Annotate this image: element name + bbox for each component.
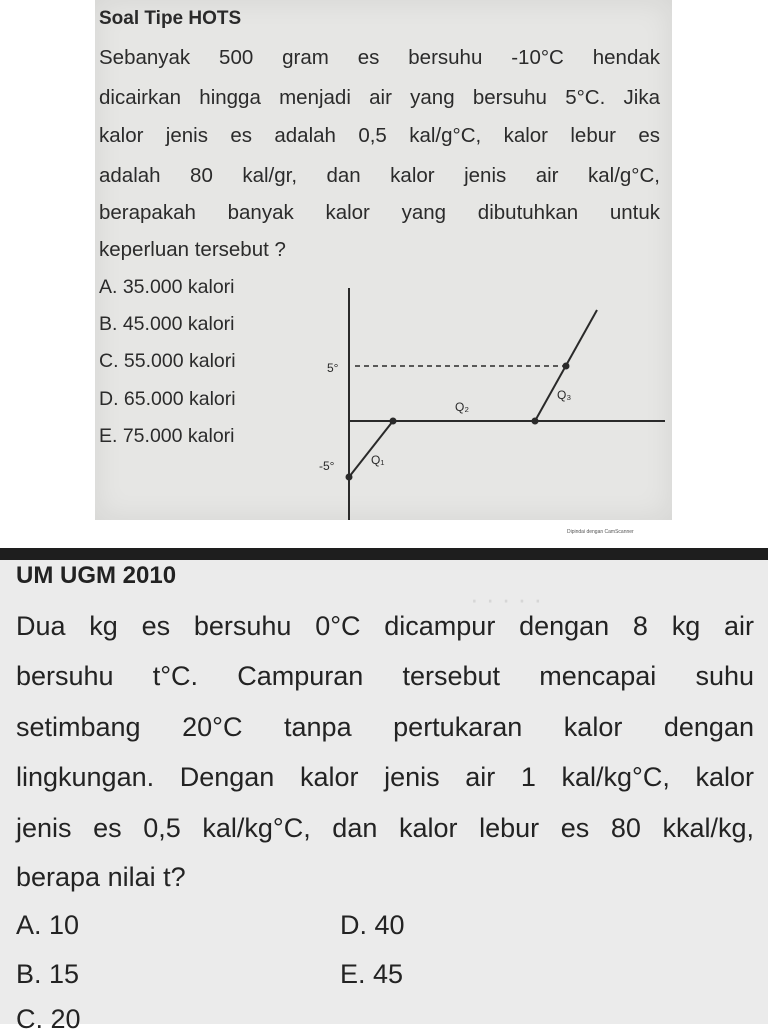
problem2-option-d: D. 40 [340, 910, 405, 940]
problem2-option-b: B. 15 [16, 959, 80, 989]
problem2-line-4: lingkungan. Dengan kalor jenis air 1 kal/kg°C, kalor [16, 762, 754, 792]
graph-label-bottom-temp: -5° [319, 459, 335, 473]
graph-label-top-temp: 5° [327, 361, 339, 375]
graph-point-final [563, 363, 570, 370]
problem1-line-6: keperluan tersebut ? [99, 238, 286, 261]
problem1-option-a: A. 35.000 kalori [99, 276, 235, 298]
problem2-line-2: bersuhu t°C. Campuran tersebut mencapai suhu [16, 661, 754, 691]
problem1-line-1: Sebanyak 500 gram es bersuhu -10°C hendak [99, 46, 660, 69]
problem1-option-e: E. 75.000 kalori [99, 425, 235, 447]
top-dark-bar [0, 548, 768, 560]
graph-label-q3: Q₃ [557, 388, 572, 402]
problem1-line-2: dicairkan hingga menjadi air yang bersuhu 5°C. Jika [99, 86, 660, 109]
graph-point-melt-start [390, 418, 397, 425]
problem1-line-5: berapakah banyak kalor yang dibutuhkan untuk [99, 201, 660, 224]
problem2-option-e: E. 45 [340, 959, 404, 989]
problem1-option-d: D. 65.000 kalori [99, 388, 236, 410]
bleed-through-text: · · · · · [470, 584, 543, 614]
problem1-option-b: B. 45.000 kalori [99, 313, 235, 335]
graph-label-q2: Q₂ [455, 400, 469, 414]
graph-label-q1: Q₁ [371, 453, 385, 467]
problem2-line-3: setimbang 20°C tanpa pertukaran kalor dengan [16, 712, 754, 742]
problem2-line-5: jenis es 0,5 kal/kg°C, dan kalor lebur es 80 kkal/kg, [16, 813, 754, 843]
problem2-heading: UM UGM 2010 [16, 562, 177, 589]
problem1-option-c: C. 55.000 kalori [99, 350, 236, 372]
graph-point-start [346, 474, 353, 481]
problem1-line-3: kalor jenis es adalah 0,5 kal/g°C, kalor lebur es [99, 124, 660, 147]
problem2-option-c: C. 20 [16, 1004, 81, 1034]
heating-curve-graph [305, 280, 672, 520]
problem2-line-1: Dua kg es bersuhu 0°C dicampur dengan 8 kg air [16, 611, 754, 641]
problem2-option-a: A. 10 [16, 910, 80, 940]
scanner-caption: Dipindai dengan CamScanner [567, 529, 634, 535]
graph-point-melt-end [532, 418, 539, 425]
problem1-line-4: adalah 80 kal/gr, dan kalor jenis air kal/g°C, [99, 164, 660, 187]
problem2-line-6: berapa nilai t? [16, 862, 186, 892]
problem1-heading: Soal Tipe HOTS [99, 8, 242, 29]
graph-q1-segment [349, 421, 393, 477]
scanned-page-um-ugm [0, 548, 768, 1034]
scanned-page-hots [95, 0, 672, 520]
